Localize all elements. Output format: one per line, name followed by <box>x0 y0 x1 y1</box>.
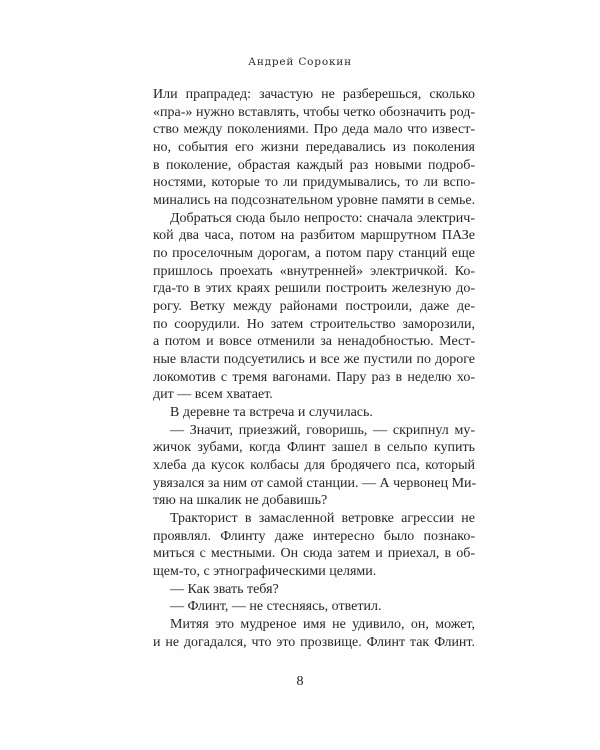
text-line: Тракторист в замасленной ветровке агрессии не <box>170 511 475 527</box>
text-line: ностями, которые то ли придумывались, то ли вспо- <box>153 175 475 191</box>
text-line: ные власти подсуетились и все же пустили по дороге <box>153 352 475 368</box>
text-line: в поколение, обрастая каждый раз новыми подроб- <box>153 157 475 173</box>
text-line: но, события его жизни передавались из поколения <box>153 140 475 156</box>
text-line: гда-то в этих краях решили построить железную до- <box>153 281 475 297</box>
text-line: тяю на шкалик не добавишь? <box>153 493 328 509</box>
text-line: минались на подсознательном уровне памяти в семье. <box>153 193 476 209</box>
text-line: щем-то, с этнографическими целями. <box>153 564 377 580</box>
text-line: — Значит, приезжий, говоришь, — скрипнул му- <box>170 422 475 438</box>
text-line: Митяя это мудреное имя не удивило, он, может, <box>170 617 475 633</box>
text-line: ство между поколениями. Про деда мало что извест- <box>153 122 475 138</box>
text-line: по соорудили. Но затем строительство заморозили, <box>153 316 475 332</box>
text-line: — Как звать тебя? <box>170 581 279 597</box>
text-line: рогу. Ветку между районами построили, даже де- <box>153 299 475 315</box>
text-line: Добраться сюда было непросто: сначала электрич- <box>170 210 475 226</box>
text-line: а потом и вовсе отменили за ненадобностью. Мест- <box>153 334 475 350</box>
text-line: проявлял. Флинту даже интересно было познако- <box>153 528 475 544</box>
page-number: 8 <box>296 674 304 689</box>
text-line: и не догадался, что это прозвище. Флинт так Флинт. <box>153 634 475 650</box>
text-line: — Флинт, — не стесняясь, ответил. <box>170 599 382 615</box>
running-head-author: Андрей Сорокин <box>248 56 352 68</box>
text-line: дит — всем хватает. <box>153 387 273 403</box>
text-line: локомотив с тремя вагонами. Пару раз в неделю хо- <box>153 369 475 385</box>
text-line: пришлось проехать «внутренней» электричкой. Ко- <box>153 263 475 279</box>
body-text <box>153 86 475 652</box>
text-line: «пра-» нужно вставлять, чтобы четко обозначить род- <box>153 104 475 120</box>
text-line: В деревне та встреча и случилась. <box>170 405 373 421</box>
text-line: по проселочным дорогам, а потом пару станций еще <box>153 246 475 262</box>
text-line: увязался за ним от самой станции. — А червонец Ми- <box>153 475 477 491</box>
text-line: Или прапрадед: зачастую не разберешься, сколько <box>153 87 475 102</box>
text-line: жичок зубами, когда Флинт зашел в сельпо купить <box>153 440 475 456</box>
text-line: миться с местными. Он сюда затем и приехал, в об- <box>153 546 475 562</box>
text-line: хлеба да кусок колбасы для бродячего пса, который <box>153 458 475 474</box>
text-line: кой два часа, потом на разбитом маршрутном ПАЗе <box>153 228 475 244</box>
